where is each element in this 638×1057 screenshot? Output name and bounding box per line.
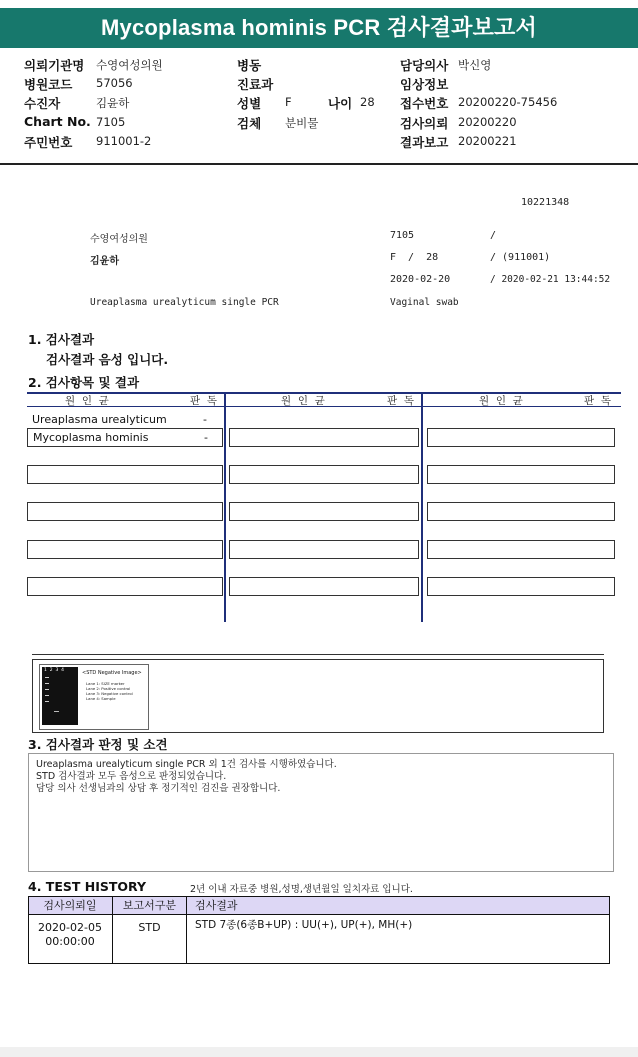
gel-legend-item: Lane 3: Negative control (86, 691, 133, 696)
inst-value: 수영여성의원 (96, 58, 163, 72)
empty-cell (229, 540, 419, 559)
id-value: 911001-2 (96, 134, 152, 148)
gel-image (42, 667, 78, 725)
history-date-cell (28, 921, 112, 949)
history-bottom-rule (28, 963, 610, 964)
gel-legend (86, 681, 133, 701)
gel-band (45, 695, 49, 696)
footer-bar (0, 1047, 638, 1057)
request-label: 검사의뢰 (400, 116, 449, 131)
result-table (27, 392, 621, 622)
section3-title: 3. 검사결과 판정 및 소견 (28, 737, 168, 752)
report-title: Mycoplasma hominis PCR 검사결과보고서 (0, 8, 638, 48)
doctor-value: 박신영 (458, 58, 492, 72)
empty-cell (427, 577, 615, 596)
history-col-date: 검사의뢰일 (28, 897, 112, 914)
history-col-type: 보고서구분 (113, 897, 186, 914)
header-divider (0, 163, 638, 165)
empty-cell (229, 428, 419, 447)
summary-slash: / (490, 230, 497, 241)
history-note: 2년 이내 자료중 병원,성명,생년월일 일치자료 입니다. (190, 884, 413, 895)
id-label: 주민번호 (24, 135, 73, 150)
empty-cell (427, 428, 615, 447)
section4-title: 4. TEST HISTORY (28, 879, 147, 894)
gel-lane-numbers: 1 2 3 4 (44, 668, 65, 673)
chart-label: Chart No. (24, 114, 91, 129)
history-table (28, 896, 610, 964)
specimen-label: 검체 (237, 116, 262, 131)
empty-cell (427, 465, 615, 484)
history-divider (186, 896, 187, 964)
dept-label: 진료과 (237, 77, 274, 92)
table-divider-1 (224, 392, 226, 622)
gel-top-rule (32, 654, 604, 655)
empty-cell (427, 502, 615, 521)
history-time: 00:00:00 (45, 935, 95, 948)
summary-date-received: 2020-02-20 (390, 274, 451, 285)
age-label: 나이 (328, 96, 353, 111)
table-divider-2 (421, 392, 423, 622)
code-label: 병원코드 (24, 77, 73, 92)
inst-label: 의뢰기관명 (24, 58, 85, 73)
opinion-text (36, 759, 337, 795)
summary-birth: / (911001) (490, 252, 551, 263)
empty-cell (27, 502, 223, 521)
history-result: STD 7종(6종B+UP) : UU(+), UP(+), MH(+) (195, 919, 413, 931)
summary-sex-age: F / 28 (390, 252, 439, 263)
opinion-line: Ureaplasma urealyticum single PCR 외 1건 검사를 시행하였습니다. (36, 759, 337, 770)
gel-band (45, 677, 49, 678)
patient-info (24, 56, 624, 156)
section1-title: 1. 검사결과 (28, 332, 95, 347)
empty-cell (229, 577, 419, 596)
section2-title: 2. 검사항목 및 결과 (28, 375, 140, 390)
history-date: 2020-02-05 (38, 921, 102, 934)
code-value: 57056 (96, 76, 133, 90)
gel-band (45, 683, 49, 684)
col-pathogen-2: 원 인 균 (281, 395, 325, 407)
empty-cell (427, 540, 615, 559)
patient-label: 수진자 (24, 96, 61, 111)
gel-title: <STD Negative Image> (82, 670, 142, 676)
summary-clinic: 수영여성의원 (90, 234, 148, 245)
result-cell (27, 428, 223, 447)
opinion-box (28, 753, 614, 872)
gel-frame (32, 659, 604, 733)
chart-value: 7105 (96, 115, 126, 129)
empty-cell (27, 577, 223, 596)
age-value: 28 (360, 95, 375, 109)
clinical-label: 임상정보 (400, 77, 449, 92)
summary-chart: 7105 (390, 230, 415, 241)
doctor-label: 담당의사 (400, 58, 449, 73)
gel-legend-item: Lane 1: SIZE marker (86, 681, 125, 686)
gel-legend-item: Lane 4: Sample (86, 696, 116, 701)
summary-date-reported: / 2020-02-21 13:44:52 (490, 274, 611, 285)
col-pathogen-3: 원 인 균 (479, 395, 523, 407)
report-value: 20200221 (458, 134, 517, 148)
opinion-line: STD 검사결과 모두 음성으로 판정되었습니다. (36, 771, 227, 782)
sex-value: F (285, 95, 292, 109)
empty-cell (27, 540, 223, 559)
ward-label: 병동 (237, 58, 262, 73)
empty-cell (229, 465, 419, 484)
history-type: STD (138, 921, 161, 934)
report-label: 결과보고 (400, 135, 449, 150)
summary-specimen: Vaginal swab (390, 297, 459, 308)
row2-pathogen: Mycoplasma hominis (33, 431, 149, 444)
section1-result: 검사결과 음성 입니다. (46, 352, 169, 367)
gel-band (45, 701, 49, 702)
opinion-line: 담당 의사 선생님과의 상담 후 정기적인 검진을 권장합니다. (36, 783, 281, 794)
request-value: 20200220 (458, 115, 517, 129)
barcode-number: 10221348 (521, 197, 570, 208)
gel-band (45, 689, 49, 690)
history-border-right (609, 896, 610, 964)
empty-cell (229, 502, 419, 521)
empty-cell (27, 465, 223, 484)
gel-legend-item: Lane 2: Positive control (86, 686, 131, 691)
col-pathogen-1: 원 인 균 (65, 395, 109, 407)
specimen-value: 분비물 (285, 116, 319, 130)
gel-band (54, 711, 59, 712)
receipt-label: 접수번호 (400, 96, 449, 111)
col-judge-3: 판 독 (584, 395, 611, 407)
col-judge-1: 판 독 (190, 395, 217, 407)
history-header-rule (28, 914, 610, 915)
summary-name: 김윤하 (90, 256, 119, 267)
history-col-result: 검사결과 (187, 897, 610, 914)
row1-judge: - (203, 413, 207, 426)
gel-image-card (39, 664, 149, 730)
row2-judge: - (204, 431, 208, 444)
receipt-value: 20200220-75456 (458, 95, 558, 109)
patient-value: 김윤하 (96, 96, 130, 110)
summary-test-name: Ureaplasma urealyticum single PCR (90, 297, 279, 308)
row1-pathogen: Ureaplasma urealyticum (32, 413, 167, 426)
col-judge-2: 판 독 (387, 395, 414, 407)
sex-label: 성별 (237, 96, 262, 111)
